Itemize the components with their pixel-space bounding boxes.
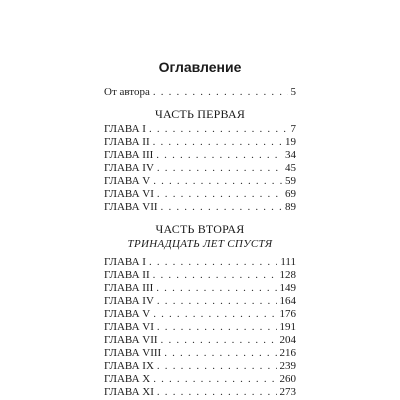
toc-row[interactable] (104, 360, 296, 373)
toc-page-number: 164 (279, 295, 296, 307)
toc-page-number: 7 (290, 123, 296, 135)
toc-label: ГЛАВА III (104, 282, 154, 294)
toc-label: ГЛАВА V (104, 175, 151, 187)
toc-label: ГЛАВА V (104, 308, 151, 320)
toc-row[interactable] (104, 188, 296, 201)
toc-page-number: 176 (279, 308, 296, 320)
toc-page-number: 59 (285, 175, 296, 187)
toc-label: ГЛАВА VI (104, 188, 154, 200)
dot-leader (153, 269, 277, 282)
toc-page-number: 239 (279, 360, 296, 372)
dot-leader (157, 360, 277, 373)
toc-row[interactable] (104, 386, 296, 399)
toc-row[interactable] (104, 269, 296, 282)
dot-leader (149, 123, 288, 136)
toc-row[interactable] (104, 373, 296, 386)
toc-label: ГЛАВА I (104, 123, 146, 135)
toc-label: ГЛАВА VII (104, 201, 158, 213)
dot-leader (161, 334, 277, 347)
toc-page-number: 216 (279, 347, 296, 359)
dot-leader (157, 321, 277, 334)
toc-row-preface[interactable] (104, 86, 296, 99)
toc-label: ГЛАВА IV (104, 162, 154, 174)
part-two-subheading: ТРИНАДЦАТЬ ЛЕТ СПУСТЯ (127, 238, 273, 250)
toc-label: ГЛАВА VI (104, 321, 154, 333)
toc-page-number: 89 (285, 201, 296, 213)
dot-leader (157, 295, 277, 308)
dot-leader (153, 175, 282, 188)
toc-row[interactable] (104, 201, 296, 214)
dot-leader (164, 347, 276, 360)
toc-row[interactable] (104, 347, 296, 360)
toc-row[interactable] (104, 282, 296, 295)
part-two-heading: ЧАСТЬ ВТОРАЯ (155, 222, 245, 236)
toc-page-number: 111 (280, 256, 296, 268)
toc-label: От автора (104, 86, 150, 98)
toc-label: ГЛАВА II (104, 136, 150, 148)
dot-leader (156, 149, 282, 162)
dot-leader (153, 136, 282, 149)
dot-leader (156, 282, 276, 295)
dot-leader (157, 188, 282, 201)
toc-row[interactable] (104, 123, 296, 136)
toc-row[interactable] (104, 321, 296, 334)
toc-page-number: 45 (285, 162, 296, 174)
part-one-heading: ЧАСТЬ ПЕРВАЯ (154, 107, 246, 121)
toc-row[interactable] (104, 334, 296, 347)
dot-leader (153, 308, 276, 321)
toc-page-number: 191 (279, 321, 296, 333)
toc-label: ГЛАВА XI (104, 386, 154, 398)
toc-page-number: 5 (290, 86, 296, 98)
toc-page-number: 149 (279, 282, 296, 294)
toc-label: ГЛАВА VIII (104, 347, 162, 359)
toc-label: ГЛАВА I (104, 256, 146, 268)
dot-leader (157, 162, 282, 175)
toc-label: ГЛАВА II (104, 269, 150, 281)
dot-leader (153, 373, 276, 386)
dot-leader (157, 386, 277, 399)
toc-page-number: 19 (285, 136, 296, 148)
toc-label: ГЛАВА IV (104, 295, 154, 307)
toc-page-number: 204 (279, 334, 296, 346)
toc-row[interactable] (104, 308, 296, 321)
toc-label: ГЛАВА IX (104, 360, 154, 372)
toc-row[interactable] (104, 149, 296, 162)
toc-label: ГЛАВА VII (104, 334, 158, 346)
dot-leader (161, 201, 282, 214)
toc-row[interactable] (104, 162, 296, 175)
toc-row[interactable] (104, 295, 296, 308)
toc-label: ГЛАВА III (104, 149, 154, 161)
toc-page-number: 273 (279, 386, 296, 398)
toc-page-number: 34 (285, 149, 296, 161)
dot-leader (153, 86, 288, 99)
page-title: Оглавление (158, 59, 242, 75)
toc-row[interactable] (104, 136, 296, 149)
toc-page-number: 69 (285, 188, 296, 200)
toc-row[interactable] (104, 256, 296, 269)
toc-label: ГЛАВА X (104, 373, 151, 385)
dot-leader (149, 256, 277, 269)
toc-row[interactable] (104, 175, 296, 188)
toc-page-number: 260 (279, 373, 296, 385)
toc-page-number: 128 (279, 269, 296, 281)
